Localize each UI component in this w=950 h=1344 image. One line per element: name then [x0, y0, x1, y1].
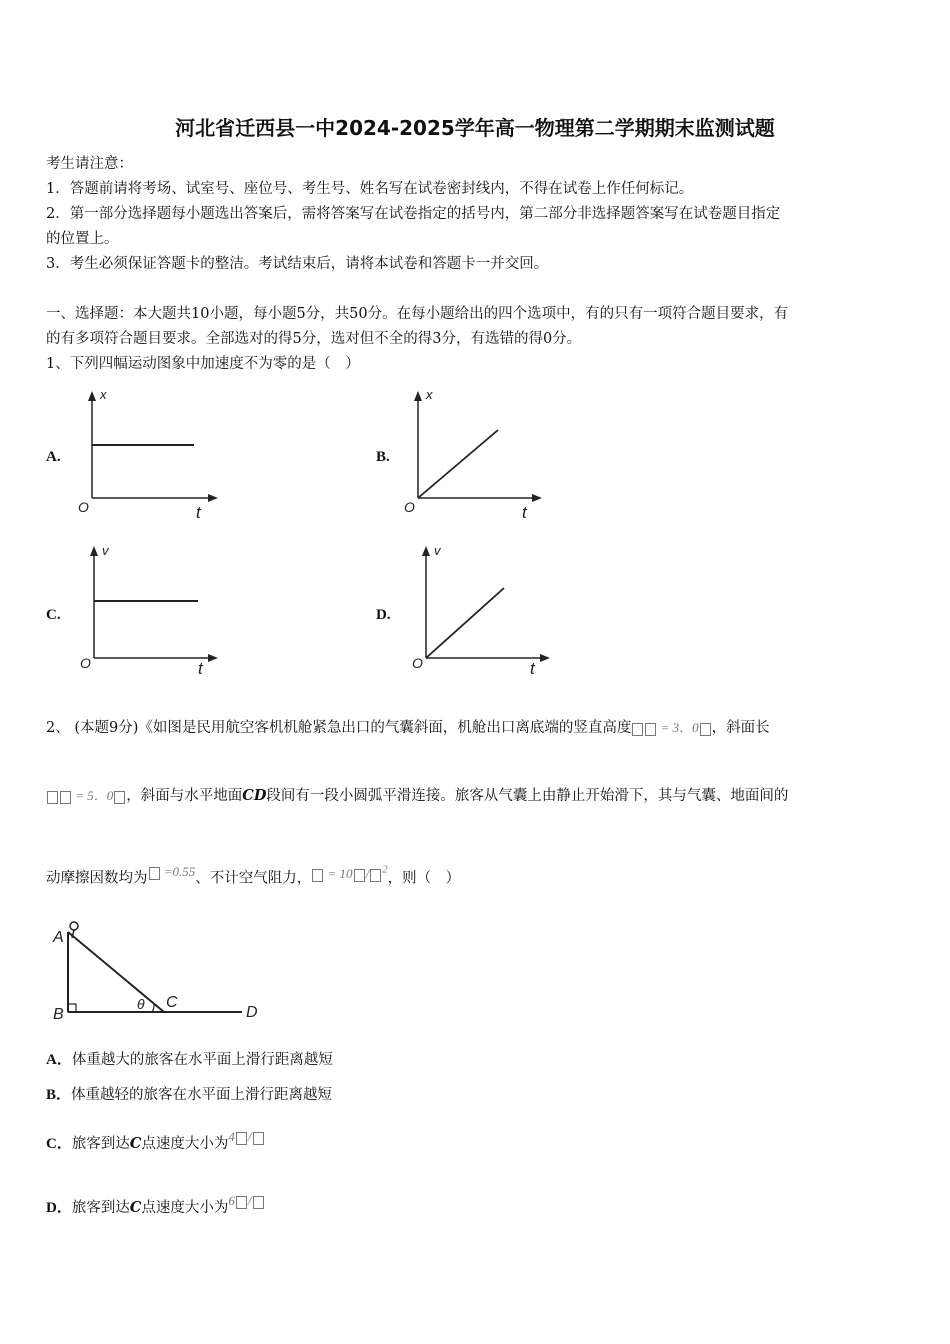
q2-option-d — [46, 1193, 265, 1217]
q2-option-a-text: 体重越大的旅客在水平面上滑行距离越短 — [71, 1052, 333, 1068]
graph-a-origin: O — [78, 499, 89, 515]
q1-option-b-label: B. — [376, 449, 390, 465]
q2-formula-height: = 3．0 — [660, 720, 699, 735]
q2-option-c-label: C． — [46, 1136, 72, 1152]
graph-c-ylabel: v — [102, 543, 109, 558]
graph-b-origin: O — [404, 499, 415, 515]
question-2-line-1 — [46, 716, 770, 737]
q2-option-d-label: D． — [46, 1200, 72, 1216]
q2-cd: CD — [242, 787, 267, 804]
notice-item-2: 2．第一部分选择题每小题选出答案后，需将答案写在试卷指定的括号内，第二部分非选择题答案写在试卷题目指定 — [46, 206, 781, 222]
question-1-stem: 1、下列四幅运动图象中加速度不为零的是（ ） — [46, 356, 360, 372]
q2-option-a-label: A． — [46, 1052, 72, 1068]
graph-c-xlabel: t — [198, 659, 203, 678]
figure-angle-theta: θ — [137, 996, 145, 1012]
q2-option-a — [46, 1048, 333, 1069]
q2-option-d-text-2: 点速度大小为 — [141, 1200, 229, 1216]
q2-text-4: 动摩擦因数均为 — [46, 870, 148, 887]
page-title: 河北省迁西县一中2024-2025学年高一物理第二学期期末监测试题 — [175, 116, 775, 140]
q2-option-d-point: C — [129, 1199, 142, 1216]
figure-point-b: B — [53, 1006, 64, 1023]
q2-option-c-text-1: 旅客到达 — [71, 1136, 130, 1152]
q2-option-b-label: B． — [46, 1087, 72, 1103]
graph-c — [74, 540, 234, 680]
graph-c-origin: O — [80, 655, 91, 671]
graph-d-xlabel: t — [530, 659, 535, 678]
graph-a-ylabel: x — [100, 387, 107, 402]
q2-formula-slash: / — [365, 866, 370, 882]
q2-text-3b: 段间有一段小圆弧平滑连接。旅客从气囊上由静止开始滑下，其与气囊、地面间的 — [266, 788, 789, 804]
q2-option-c-value: 4 — [228, 1129, 235, 1144]
graph-d-ylabel: v — [434, 543, 441, 558]
q2-option-d-slash: / — [247, 1193, 252, 1208]
q2-option-b — [46, 1083, 332, 1104]
notice-header: 考生请注意： — [46, 156, 133, 172]
section-intro-1: 一、选择题：本大题共10小题，每小题5分，共50分。在每小题给出的四个选项中，有的只有一项符合题目要求，有 — [46, 306, 789, 322]
q1-option-c-label: C. — [46, 607, 61, 623]
graph-a — [72, 385, 232, 525]
figure-point-a: A — [53, 929, 64, 946]
q2-text-2: ，斜面长 — [711, 720, 770, 736]
graph-d — [406, 540, 566, 680]
notice-item-2-cont: 的位置上。 — [46, 231, 119, 247]
graph-b-xlabel: t — [522, 503, 527, 522]
q2-option-d-text-1: 旅客到达 — [71, 1200, 130, 1216]
q2-option-c-slash: / — [247, 1129, 252, 1144]
graph-a-xlabel: t — [196, 503, 201, 522]
slide-figure — [46, 918, 276, 1028]
figure-point-c: C — [166, 994, 178, 1011]
notice-item-1: 1．答题前请将考场、试室号、座位号、考生号、姓名写在试卷密封线内，不得在试卷上作任何标记。 — [46, 181, 694, 197]
q2-option-c-text-2: 点速度大小为 — [141, 1136, 229, 1152]
q2-formula-mu: =0.55 — [163, 864, 196, 880]
q2-option-b-text: 体重越轻的旅客在水平面上滑行距离越短 — [71, 1087, 333, 1103]
graph-b-ylabel: x — [426, 387, 433, 402]
q1-option-a-label: A. — [46, 449, 61, 465]
q1-option-d-label: D. — [376, 607, 391, 623]
graph-b — [398, 385, 558, 525]
q2-option-d-value: 6 — [228, 1193, 235, 1208]
q2-text-6: ，则（ ） — [387, 870, 461, 887]
q2-option-c-point: C — [129, 1135, 142, 1152]
q2-formula-g: = 10 — [327, 866, 353, 882]
notice-item-3: 3．考生必须保证答题卡的整洁。考试结束后，请将本试卷和答题卡一并交回。 — [46, 256, 549, 272]
section-intro-2: 的有多项符合题目要求。全部选对的得5分，选对但不全的得3分，有选错的得0分。 — [46, 331, 582, 347]
question-2-line-2 — [46, 784, 788, 805]
figure-point-d: D — [246, 1004, 258, 1021]
graph-d-origin: O — [412, 655, 423, 671]
question-2-line-3 — [46, 864, 460, 887]
q2-option-c — [46, 1129, 265, 1153]
q2-text-5: 、不计空气阻力， — [195, 870, 312, 887]
q2-formula-sup: 2 — [382, 864, 388, 876]
q2-formula-length: = 5．0 — [75, 788, 114, 803]
q2-text-3a: ，斜面与水平地面 — [126, 788, 243, 804]
q2-text-1: 2、 (本题9分)《如图是民用航空客机机舱紧急出口的气囊斜面，机舱出口离底端的竖直高度 — [46, 720, 632, 736]
